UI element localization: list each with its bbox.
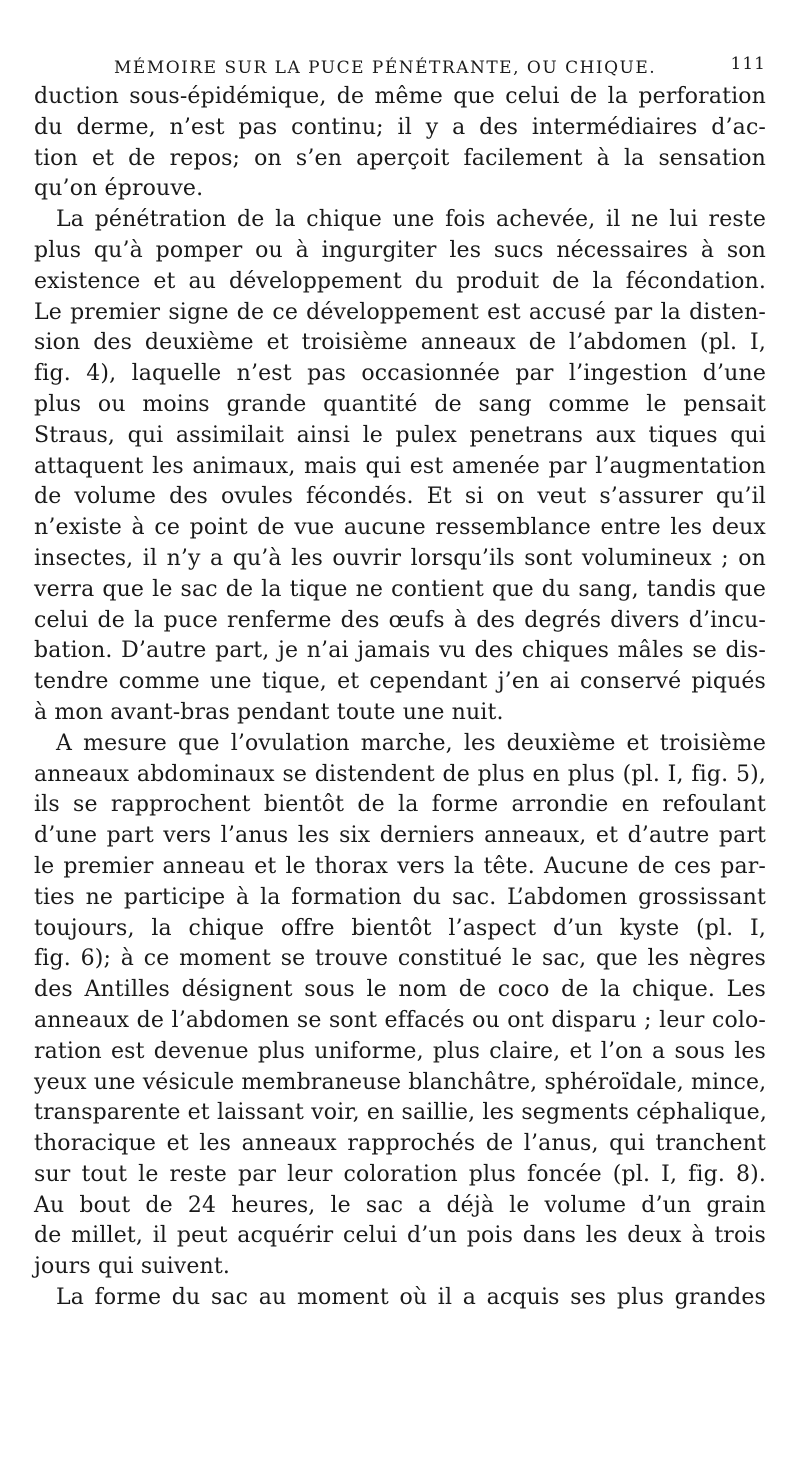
- text-line: fig. 4), laquelle n’est pas occasionnée par l’ingestion d’une: [34, 361, 766, 387]
- text-line: bation. D’autre part, je n’ai jamais vu des chiques mâles se dis-: [34, 638, 766, 664]
- text-line: duction sous-épidémique, de même que celui de la perforation: [34, 84, 766, 109]
- text-line: tion et de repos; on s’en aperçoit facilement à la sensation: [34, 145, 766, 171]
- text-line: jours qui suivent.: [34, 1254, 230, 1280]
- text-line: toujours, la chique offre bientôt l’aspect d’un kyste (pl. I,: [34, 915, 766, 941]
- text-line: insectes, il n’y a qu’à les ouvrir lorsqu’ils sont volumineux ; on: [34, 545, 766, 571]
- running-title: MÉMOIRE SUR LA PUCE PÉNÉTRANTE, OU CHIQUE.: [114, 58, 657, 78]
- text-line: plus ou moins grande quantité de sang comme le pensait: [34, 391, 766, 417]
- running-head: [34, 46, 766, 82]
- text-line: yeux une vésicule membraneuse blanchâtre, sphéroïdale, mince,: [34, 1069, 767, 1095]
- text-line: anneaux abdominaux se distendent de plus en plus (pl. I, fig. 5),: [34, 761, 766, 787]
- text-line: existence et au développement du produit de la fécondation.: [34, 268, 766, 294]
- text-line: Straus, qui assimilait ainsi le pulex penetrans aux tiques qui: [34, 422, 766, 448]
- text-line: anneaux de l’abdomen se sont effacés ou ont disparu ; leur colo-: [34, 1007, 766, 1033]
- text-line: Au bout de 24 heures, le sac a déjà le volume d’un grain: [34, 1192, 766, 1218]
- text-line: celui de la puce renferme des œufs à des degrés divers d’incu-: [34, 607, 766, 633]
- page-number: 111: [730, 54, 766, 74]
- text-line: qu’on éprouve.: [34, 176, 204, 202]
- text-line: sion des deuxième et troisième anneaux de l’abdomen (pl. I,: [34, 330, 766, 356]
- text-line: ration est devenue plus uniforme, plus claire, et l’on a sous les: [34, 1038, 766, 1064]
- text-line: le premier anneau et le thorax vers la tête. Aucune de ces par-: [34, 853, 766, 879]
- book-page: [34, 46, 766, 1446]
- text-line: ils se rapprochent bientôt de la forme arrondie en refoulant: [34, 792, 766, 818]
- text-line: de volume des ovules fécondés. Et si on veut s’assurer qu’il: [34, 484, 766, 510]
- text-line: plus qu’à pomper ou à ingurgiter les sucs nécessaires à son: [34, 237, 766, 263]
- text-line: transparente et laissant voir, en saillie, les segments céphalique,: [34, 1100, 767, 1126]
- text-line: des Antilles désignent sous le nom de coco de la chique. Les: [34, 977, 766, 1003]
- text-line: à mon avant-bras pendant toute une nuit.: [34, 699, 504, 725]
- text-line: thoracique et les anneaux rapprochés de l’anus, qui tranchent: [34, 1131, 766, 1157]
- text-line: attaquent les animaux, mais qui est amenée par l’augmentation: [34, 453, 766, 479]
- text-line: ties ne participe à la formation du sac. L’abdomen grossissant: [34, 884, 766, 910]
- text-line: A mesure que l’ovulation marche, les deuxième et troisième: [56, 730, 766, 756]
- text-line: fig. 6); à ce moment se trouve constitué le sac, que les nègres: [34, 946, 766, 972]
- text-line: de millet, il peut acquérir celui d’un pois dans les deux à trois: [34, 1223, 766, 1249]
- text-line: n’existe à ce point de vue aucune ressemblance entre les deux: [34, 515, 766, 541]
- text-line: tendre comme une tique, et cependant j’en ai conservé piqués: [34, 669, 766, 695]
- text-line: sur tout le reste par leur coloration plus foncée (pl. I, fig. 8).: [34, 1161, 766, 1187]
- text-line: Le premier signe de ce développement est accusé par la disten-: [34, 299, 766, 325]
- body-text: [34, 82, 766, 1314]
- text-line: verra que le sac de la tique ne contient que du sang, tandis que: [34, 576, 766, 602]
- text-line: du derme, n’est pas continu; il y a des intermédiaires d’ac-: [34, 114, 766, 140]
- text-line: La forme du sac au moment où il a acquis ses plus grandes: [56, 1285, 766, 1311]
- text-line: d’une part vers l’anus les six derniers anneaux, et d’autre part: [34, 823, 766, 849]
- text-line: La pénétration de la chique une fois achevée, il ne lui reste: [56, 207, 766, 233]
